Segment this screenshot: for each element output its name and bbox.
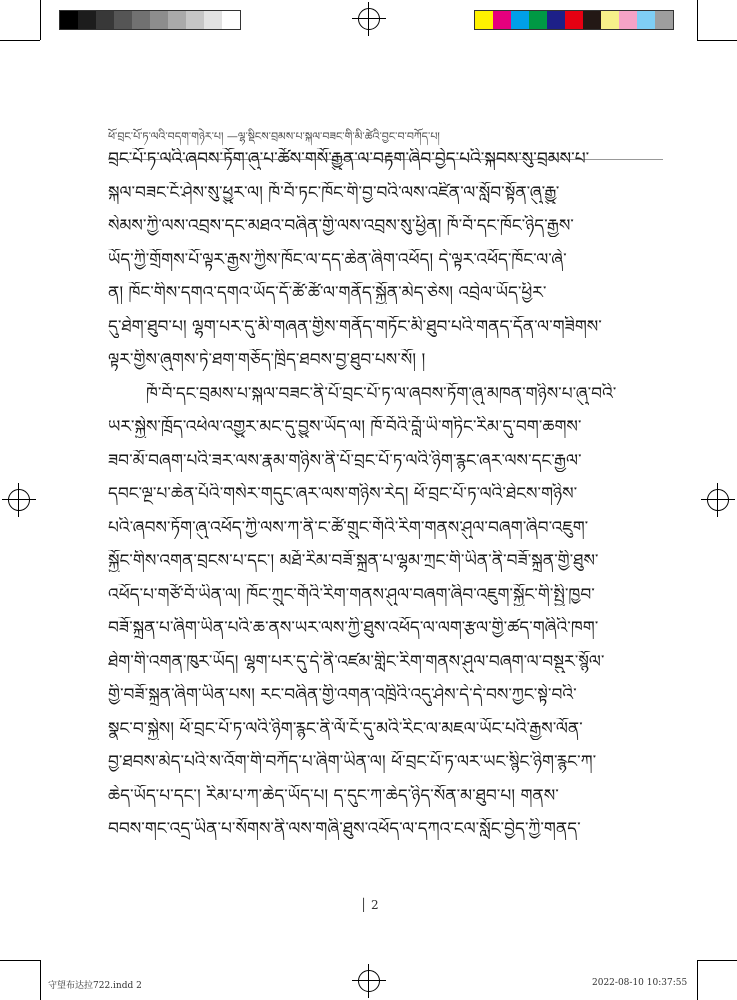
text-line-content: པའི་ཞབས་ཏོག་ཞུ་འཕོད་ཀྱི་ལས་ཀ་ནི་ང་ཚོ་གྲུང་གོའི་རིག་གནས་ཤུལ་བཞག་ཞིབ་འཇུག་ — [108, 517, 589, 538]
color-swatch — [475, 11, 493, 29]
color-swatch — [565, 11, 583, 29]
text-line — [108, 710, 668, 744]
body-text — [108, 140, 668, 844]
crop-mark — [0, 960, 40, 961]
text-line-content: ཐེག་གི་འགན་ཁུར་ཡོད། ལྷག་པར་དུ་དེ་ནི་འཛམ་གླིང་རིག་གནས་ཤུལ་བཞག་ལ་བསྡུར་སྙོལ་ — [108, 651, 605, 672]
color-swatch — [547, 11, 565, 29]
crop-mark — [697, 960, 737, 961]
registration-mark-right — [701, 483, 735, 517]
text-line — [108, 509, 668, 543]
text-line-content: ན། ཁོང་གིས་དགའ་དགའ་ཡོད་དོ་ཚོ་ཚོ་ལ་གནོད་སྐྱོན་མེད་ཅེས། འབྲེལ་ཡོད་ཕྱིར་ — [108, 283, 547, 303]
footer-timestamp: 2022-08-10 10:37:55 — [592, 978, 688, 988]
color-swatch — [186, 11, 204, 29]
text-line — [108, 743, 668, 777]
color-swatch — [619, 11, 637, 29]
crop-mark — [40, 960, 41, 1000]
text-line — [108, 174, 668, 208]
text-line — [108, 207, 668, 241]
text-line — [108, 542, 668, 576]
text-line-content: སྐྱོང་གིས་འགན་བྲངས་པ་དང་། མཐོ་རིམ་བཟོ་སྐྲུན་པ་ལྷམ་ཀྲང་གི་ཡིན་ནི་བཟོ་སྐྲུན་གྱི་ཐུས་ — [108, 551, 599, 571]
text-line-content: ཟབ་མོ་བཞག་པའི་ཟར་ལས་རྣམ་གཉིས་ནི་པོ་བྲང་པོ་ཏ་ལའི་ཉིག་རྙང་ཞར་ལས་དང་རྒྱལ་ — [108, 450, 582, 471]
crop-mark — [0, 40, 40, 41]
text-line — [108, 308, 668, 342]
text-line — [108, 475, 668, 509]
text-line — [108, 576, 668, 610]
color-swatch — [78, 11, 96, 29]
text-line-content: ཆེད་ཡོད་པ་དང་། རིམ་པ་ཀ་ཆེད་ཡོད་པ། ད་དུང་ཀ་ཆེད་ཉིད་སོན་མ་ཐུབ་པ། གནས་ — [108, 785, 559, 806]
text-line — [108, 375, 668, 409]
text-line-content: སྐལ་བཟང་ངོ་ཤེས་སུ་ཕྱུར་ལ། ཁོ་བོ་ཏང་ཁོང་གི་བྱ་བའི་ལས་འཛིན་ལ་སློབ་སྟོན་ཞུ་རྒྱུ་ — [108, 182, 560, 203]
page-number: │ 2 — [360, 898, 379, 912]
text-line-content: དབང་ལྔ་པ་ཆེན་པོའི་གསེར་གདུང་ཞར་ལས་གཉིས་རེད། ཕོ་བྲང་པོ་ཏ་ལའི་ཐེངས་གཉིས་ — [108, 484, 578, 504]
text-line-content: ཡོད་ཀྱི་གྲོགས་པོ་ལྟར་རྒྱས་ཀྱིས་ཁོང་ལ་དད་ཆེན་ཞིག་འཕོད། དེ་ལྟར་འཕོད་ཁོང་ལ་ཞེ་ — [108, 249, 567, 270]
text-line-content: འཕོད་པ་གཙོ་བོ་ཡིན་ལ། ཁོང་ཀྲུང་གོའི་རིག་གནས་ཤུལ་བཞག་ཞིབ་འཇུག་སྐྱོང་གི་སྤྱི་ཁྱབ་ — [108, 584, 595, 605]
crop-mark — [697, 960, 698, 1000]
color-swatch — [583, 11, 601, 29]
text-line-content: ལྟར་གྱིས་ཞུགས་ཏེ་ཐག་གཅོད་ཁྲིད་ཐབས་བྱ་ཐུབ་པས་སོ། ། — [108, 350, 426, 370]
color-swatch — [637, 11, 655, 29]
color-swatch — [60, 11, 78, 29]
color-swatch — [168, 11, 186, 29]
text-line — [108, 408, 668, 442]
text-line — [108, 140, 668, 174]
running-header: ཕོ་བྲང་པོ་ཏ་ལའི་བདག་གཉེར་པ། —ལྷ་སྡིངས་བྲམས་པ་སྐལ་བཟང་གི་མི་ཚེའི་བྱང་བ་བཀོད་པ། — [108, 124, 663, 160]
grayscale-bar — [59, 10, 241, 30]
text-line — [108, 810, 668, 844]
color-swatch — [529, 11, 547, 29]
text-line-content: དུ་ཐེག་ཐུབ་པ། ལྷག་པར་དུ་མི་གཞན་གྱིས་གནོད་གཏོང་མི་ཐུབ་པའི་གནད་དོན་ལ་གཟིགས་ — [108, 316, 602, 337]
text-line-content: བྲང་པོ་ཏ་ལའི་ཞབས་ཏོག་ཞུ་པ་ཚོས་གསོ་རྒྱུན་ལ་བརྟག་ཞིབ་བྱེད་པའི་སྐབས་སུ་བྲམས་པ་ — [108, 149, 590, 169]
crop-mark — [697, 0, 698, 40]
text-line — [108, 643, 668, 677]
text-line-content: སེམས་ཀྱི་ལས་འབྲས་དང་མཐའ་བཞིན་གྱི་ལས་འབྲས་སུ་ཕྱིན། ཁོ་བོ་དང་ཁོང་ཉིད་རྒྱས་ — [108, 216, 574, 236]
color-swatch — [204, 11, 222, 29]
color-swatch — [96, 11, 114, 29]
text-line-content: བབས་གང་འདྲ་ཡིན་པ་སོགས་ནི་ལས་གཞི་ཐུས་འཕོད་ལ་དཀའ་ངལ་སློང་བྱེད་ཀྱི་གནད་ — [108, 819, 581, 839]
crop-mark — [40, 0, 41, 40]
color-swatch — [114, 11, 132, 29]
color-swatch — [511, 11, 529, 29]
color-bar — [474, 10, 674, 30]
text-line — [108, 341, 668, 375]
color-swatch — [222, 11, 240, 29]
color-swatch — [601, 11, 619, 29]
text-line-content: ཡར་སྐྱེས་ཁྲོད་འཕེལ་འགྱུར་མང་དུ་བྱུས་ཡོད་ལ། ཁོ་བོའི་བློ་ཡི་གཏིང་རིམ་དུ་བག་ཆགས་ — [108, 417, 582, 437]
text-line-content: བྱ་ཐབས་མེད་པའི་ས་འོག་གི་བཀོད་པ་ཞིག་ཡིན་ལ། ཕོ་བྲང་པོ་ཏ་ལར་ཡང་སྙིང་ཉིག་རྙང་ཀ་ — [108, 752, 597, 772]
registration-mark-left — [2, 483, 36, 517]
footer-file-name: 守望布达拉722.indd 2 — [48, 981, 142, 991]
registration-mark-top — [352, 2, 386, 36]
text-line — [108, 442, 668, 476]
color-swatch — [493, 11, 511, 29]
text-line-content: གྱི་བཟོ་སྐྲུན་ཞིག་ཡིན་པས། རང་བཞིན་གྱི་འགན་འཁྲིའི་འདུ་ཤེས་དེ་དེ་བས་ཀྱང་སྟེ་བའི་ — [108, 685, 577, 705]
text-line-content: ཁོ་བོ་དང་བྲམས་པ་སྐལ་བཟང་ནི་པོ་བྲང་པོ་ཏ་ལ་ཞབས་ཏོག་ཞུ་མཁན་གཉིས་པ་ཞུ་བའི་ — [146, 383, 617, 404]
text-line — [108, 609, 668, 643]
text-line — [108, 777, 668, 811]
color-swatch — [132, 11, 150, 29]
text-line — [108, 241, 668, 275]
color-swatch — [655, 11, 673, 29]
text-line-content: བཟོ་སྐྲུན་པ་ཞིག་ཡིན་པའི་ཆ་ནས་ཡར་ལས་ཀྱི་ཐུས་འཕོད་ལ་ལག་རྩལ་གྱི་ཚད་གཞིའི་ཁག་ — [108, 618, 599, 638]
crop-mark — [697, 40, 737, 41]
text-line-content: སྣང་བ་སྐྱེས། ཕོ་བྲང་པོ་ཏ་ལའི་ཉིག་རྙང་ནི་ལོ་ངོ་དུ་མའི་རིང་ལ་མཇལ་ཡོང་པའི་རྒྱས་ལོན་ — [108, 718, 583, 739]
registration-mark-bottom — [352, 964, 386, 998]
color-swatch — [150, 11, 168, 29]
text-line — [108, 274, 668, 308]
text-line — [108, 676, 668, 710]
